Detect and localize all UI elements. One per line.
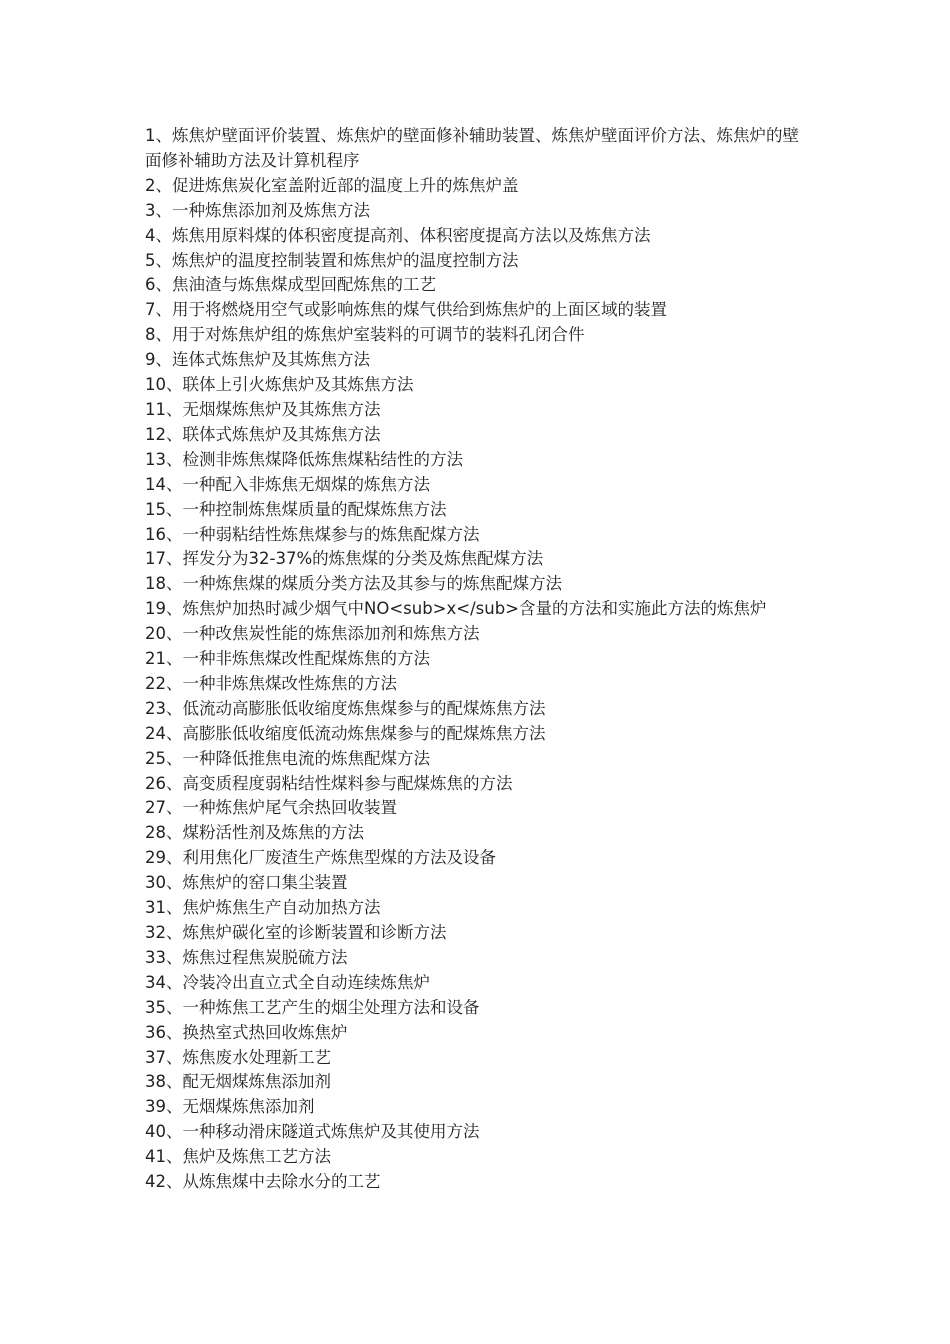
list-item: 12、联体式炼焦炉及其炼焦方法 (145, 424, 381, 444)
list-item: 35、一种炼焦工艺产生的烟尘处理方法和设备 (145, 997, 480, 1017)
list-item: 36、换热室式热回收炼焦炉 (145, 1022, 348, 1042)
list-item: 42、从炼焦煤中去除水分的工艺 (145, 1172, 381, 1192)
list-item: 11、无烟煤炼焦炉及其炼焦方法 (145, 399, 381, 419)
list-item: 34、冷装冷出直立式全自动连续炼焦炉 (145, 972, 430, 992)
list-item: 13、检测非炼焦煤降低炼焦煤粘结性的方法 (145, 449, 463, 469)
list-item: 41、焦炉及炼焦工艺方法 (145, 1147, 331, 1167)
list-item: 5、炼焦炉的温度控制装置和炼焦炉的温度控制方法 (145, 250, 519, 270)
list-item: 20、一种改焦炭性能的炼焦添加剂和炼焦方法 (145, 624, 480, 644)
list-item: 10、联体上引火炼焦炉及其炼焦方法 (145, 375, 414, 395)
list-item: 23、低流动高膨胀低收缩度炼焦煤参与的配煤炼焦方法 (145, 698, 546, 718)
list-item: 27、一种炼焦炉尾气余热回收装置 (145, 798, 397, 818)
list-item: 7、用于将燃烧用空气或影响炼焦的煤气供给到炼焦炉的上面区域的装置 (145, 300, 667, 320)
list-item: 9、连体式炼焦炉及其炼焦方法 (145, 350, 370, 370)
list-item: 30、炼焦炉的窑口集尘装置 (145, 873, 348, 893)
list-item: 2、促进炼焦炭化室盖附近部的温度上升的炼焦炉盖 (145, 175, 519, 195)
list-item: 38、配无烟煤炼焦添加剂 (145, 1072, 331, 1092)
list-item: 26、高变质程度弱粘结性煤料参与配煤炼焦的方法 (145, 773, 513, 793)
list-item: 15、一种控制炼焦煤质量的配煤炼焦方法 (145, 499, 447, 519)
list-item: 16、一种弱粘结性炼焦煤参与的炼焦配煤方法 (145, 524, 480, 544)
list-item: 17、挥发分为32-37%的炼焦煤的分类及炼焦配煤方法 (145, 549, 544, 569)
list-item: 19、炼焦炉加热时减少烟气中NO<sub>x</sub>含量的方法和实施此方法的炼焦炉 (145, 599, 767, 619)
document-page (145, 124, 815, 1195)
list-item: 1、炼焦炉壁面评价装置、炼焦炉的壁面修补辅助装置、炼焦炉壁面评价方法、炼焦炉的壁面修补辅助方法及计算机程序 (145, 126, 799, 170)
list-item: 6、焦油渣与炼焦煤成型回配炼焦的工艺 (145, 275, 436, 295)
list-item: 39、无烟煤炼焦添加剂 (145, 1097, 315, 1117)
list-item: 37、炼焦废水处理新工艺 (145, 1047, 331, 1067)
list-item: 25、一种降低推焦电流的炼焦配煤方法 (145, 748, 430, 768)
list-item: 28、煤粉活性剂及炼焦的方法 (145, 823, 364, 843)
list-item: 33、炼焦过程焦炭脱硫方法 (145, 947, 348, 967)
list-item: 24、高膨胀低收缩度低流动炼焦煤参与的配煤炼焦方法 (145, 723, 546, 743)
list-item: 3、一种炼焦添加剂及炼焦方法 (145, 200, 370, 220)
list-item: 14、一种配入非炼焦无烟煤的炼焦方法 (145, 474, 430, 494)
list-item: 40、一种移动滑床隧道式炼焦炉及其使用方法 (145, 1122, 480, 1142)
list-item: 4、炼焦用原料煤的体积密度提高剂、体积密度提高方法以及炼焦方法 (145, 225, 651, 245)
list-item: 21、一种非炼焦煤改性配煤炼焦的方法 (145, 649, 430, 669)
list-item: 22、一种非炼焦煤改性炼焦的方法 (145, 673, 397, 693)
list-item: 29、利用焦化厂废渣生产炼焦型煤的方法及设备 (145, 848, 496, 868)
list-item: 31、焦炉炼焦生产自动加热方法 (145, 898, 381, 918)
list-item: 18、一种炼焦煤的煤质分类方法及其参与的炼焦配煤方法 (145, 574, 562, 594)
list-item: 8、用于对炼焦炉组的炼焦炉室装料的可调节的装料孔闭合件 (145, 325, 585, 345)
list-item: 32、炼焦炉碳化室的诊断装置和诊断方法 (145, 923, 447, 942)
